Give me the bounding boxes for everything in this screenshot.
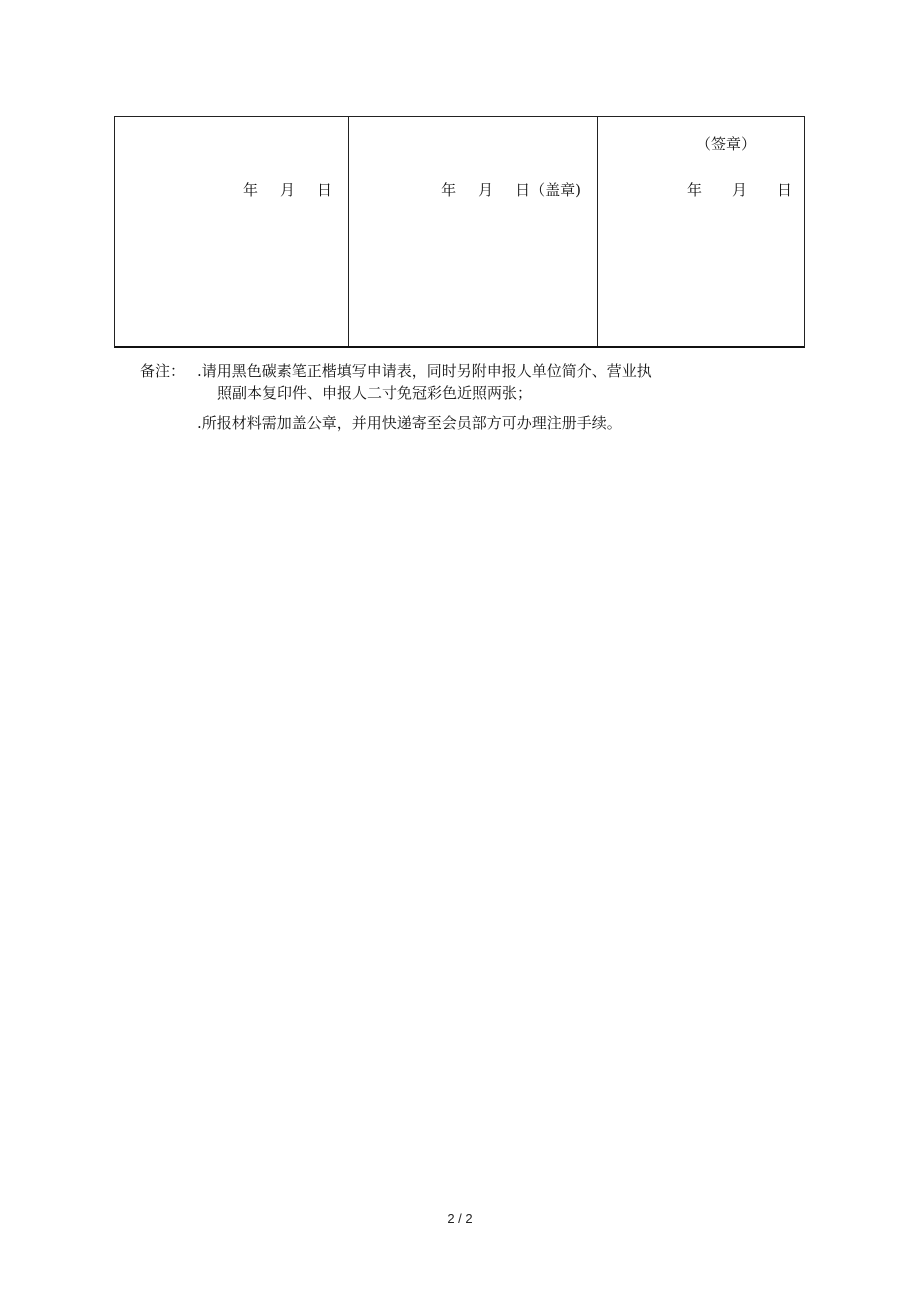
month-label: 月 bbox=[279, 181, 295, 199]
date-line bbox=[687, 179, 792, 200]
year-label: 年 bbox=[686, 181, 702, 199]
page-number: 2 / 2 bbox=[447, 1211, 473, 1226]
month-label: 月 bbox=[478, 181, 494, 199]
note-item-2-text: .所报材料需加盖公章，并用快递寄至会员部方可办理注册手续。 bbox=[197, 414, 622, 432]
signature-table bbox=[114, 116, 805, 348]
day-label: 日 bbox=[776, 181, 792, 199]
day-label: 日 bbox=[316, 181, 332, 199]
year-label: 年 bbox=[242, 181, 258, 199]
notes-section bbox=[140, 360, 652, 434]
date-line bbox=[441, 179, 581, 200]
note-item-1-continued bbox=[140, 382, 652, 404]
signature-cell-approver bbox=[597, 117, 804, 346]
notes-label: 备注： bbox=[140, 362, 186, 380]
signature-cell-unit bbox=[348, 117, 598, 346]
sign-label: （签章） bbox=[695, 135, 756, 153]
month-label: 月 bbox=[731, 181, 747, 199]
note-item-1 bbox=[140, 360, 652, 382]
note-item-2 bbox=[140, 412, 652, 434]
year-label: 年 bbox=[441, 181, 457, 199]
day-label: 日 bbox=[515, 181, 531, 199]
date-line bbox=[243, 179, 332, 200]
seal-suffix: （盖章) bbox=[530, 181, 581, 199]
signature-cell-applicant bbox=[115, 117, 349, 346]
note-item-1-line-2: 照副本复印件、申报人二寸免冠彩色近照两张； bbox=[217, 384, 533, 402]
note-item-1-line-1: .请用黑色碳素笔正楷填写申请表，同时另附申报人单位简介、营业执 bbox=[197, 362, 652, 380]
